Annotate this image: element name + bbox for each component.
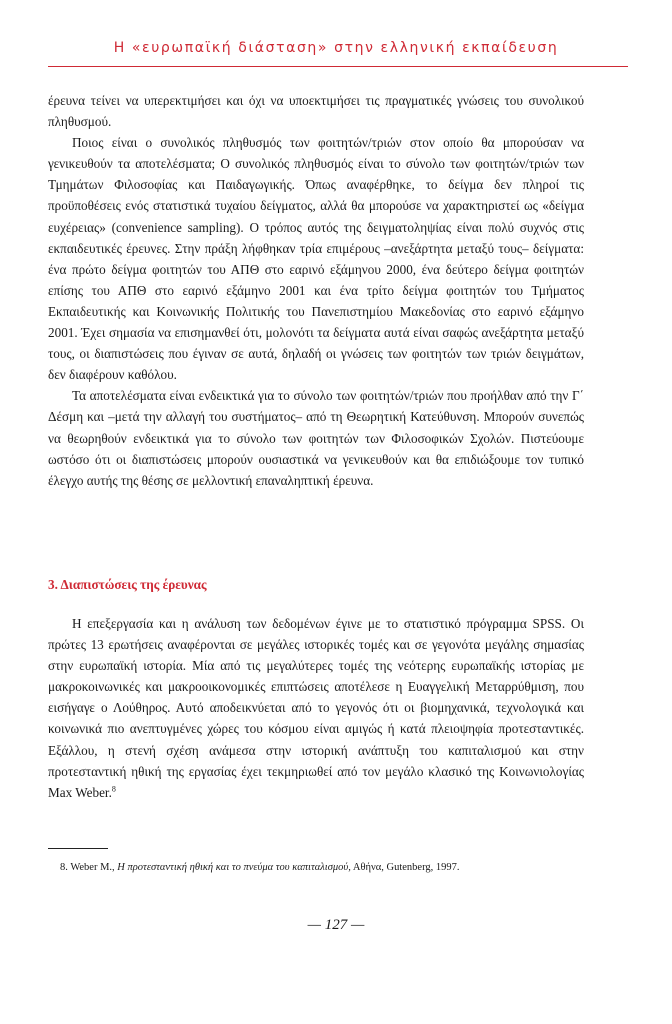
paragraph bbox=[48, 613, 584, 803]
body-text-top bbox=[48, 90, 584, 491]
footnote-author: Weber M., bbox=[70, 862, 115, 873]
paragraph: Τα αποτελέσματα είναι ενδεικτικά για το σύνολο των φοιτητών/τριών που προήλθαν από την Γ΄ Δέσμη και –μετά την αλλαγή του συστήματος– από τη Θεωρητική Κατεύθυνση. Μπορούν συνεπώς να θεωρηθούν ενδεικτικά για το σύνολο των φοιτητών των Φιλοσοφικών Σχολών. Πιστεύουμε ωστόσο ότι οι διαπιστώσεις μπορούν ουσιαστικά να γενικευθούν και θα επιδιώξουμε τον τυπικό έλεγχο αυτής της θέσης σε μελλοντική επαναληπτική έρευνα. bbox=[48, 388, 584, 488]
paragraph-text: Η επεξεργασία και η ανάλυση των δεδομένων έγινε με το στατιστικό πρόγραμμα SPSS. Οι πρώτες 13 ερωτήσεις αναφέρονται σε μεγάλες ιστορικές τομές και σε γεγονότα μεγάλης σημασίας στην ευρωπαϊκή ιστορία. Μία από τις μεγαλύτερες τομές της νεότερης ευρωπαϊκής ιστορίας με μακροκοινωνικές και μακροοικονομικές επιπτώσεις αποτέλεσε η Ευαγγελική Μεταρρύθμιση, που εισήγαγε ο Λούθηρος. Αυτό αποδεικνύεται από το γεγονός ότι οι βιομηχανικά, τεχνολογικά και κοινωνικά πιο ανεπτυγμένες χώρες του κόσμου είναι αμιγώς ή κατά πλειοψηφία προτεσταντικές. Εξάλλου, η στενή σχέση ανάμεσα στην ιστορική ανάπτυξη του καπιταλισμού και στην προτεσταντική ηθική της εργασίας έχει τεκμηριωθεί από τον μεγάλο κλασικό της Κοινωνιολογίας Max Weber. bbox=[48, 616, 584, 800]
header-rule bbox=[48, 66, 628, 67]
footnote-publisher: Αθήνα, Gutenberg, 1997. bbox=[352, 862, 460, 873]
page-number: — 127 — bbox=[307, 917, 365, 933]
running-header: Η «ευρωπαϊκή διάσταση» στην ελληνική εκπαίδευση bbox=[113, 40, 559, 56]
body-text-bottom bbox=[48, 613, 584, 803]
paragraph: έρευνα τείνει να υπερεκτιμήσει και όχι να υποεκτιμήσει τις πραγματικές γνώσεις του συνολικού πληθυσμού. bbox=[48, 93, 584, 130]
paragraph: Ποιος είναι ο συνολικός πληθυσμός των φοιτητών/τριών στον οποίο θα μπορούσαν να γενικευθούν τα αποτελέσματα; Ο συνολικός πληθυσμός είναι το σύνολο των φοιτητών/τριών των Τμημάτων Φιλοσοφίας και Παιδαγωγικής. Όπως αναφέρθηκε, το δείγμα δεν πληροί τις προϋποθέσεις ενός στατιστικά τυχαίου δείγματος, αλλά θα μπορούσε να χαρακτηριστεί ως «δείγμα ευχέρειας» (convenience sampling). Ο τρόπος αυτός της δειγματοληψίας είναι πολύ συχνός στις εκπαιδευτικές έρευνες. Στην πράξη λήφθηκαν τρία επιμέρους –ανεξάρτητα μεταξύ τους– δείγματα: ένα πρώτο δείγμα φοιτητών του ΑΠΘ στο εαρινό εξάμηνου 2000, ένα δεύτερο δείγμα φοιτητών επίσης του ΑΠΘ στο εαρινό εξάμηνο 2001 και ένα τρίτο δείγμα φοιτητών του Τμήματος Εκπαιδευτικής και Κοινωνικής Πολιτικής του Πανεπιστημίου Μακεδονίας στο εαρινό εξάμηνο 2001. Έχει σημασία να επισημανθεί ότι, μολονότι τα δείγματα αυτά είναι σαφώς ανεξάρτητα μεταξύ τους, οι διαπιστώσεις που έγιναν σε αυτά, δηλαδή οι γνώσεις των φοιτητών των τριών δειγμάτων, δεν διαφέρουν καθόλου. bbox=[48, 135, 584, 383]
footnote-rule bbox=[48, 848, 108, 849]
footnote bbox=[60, 861, 600, 875]
footnote-title: Η προτεσταντική ηθική και το πνεύμα του καπιταλισμού, bbox=[117, 862, 351, 873]
footnote-reference: 8 bbox=[111, 784, 116, 794]
footnote-number: 8. bbox=[60, 862, 68, 873]
section-heading: 3. Διαπιστώσεις της έρευνας bbox=[48, 577, 207, 592]
